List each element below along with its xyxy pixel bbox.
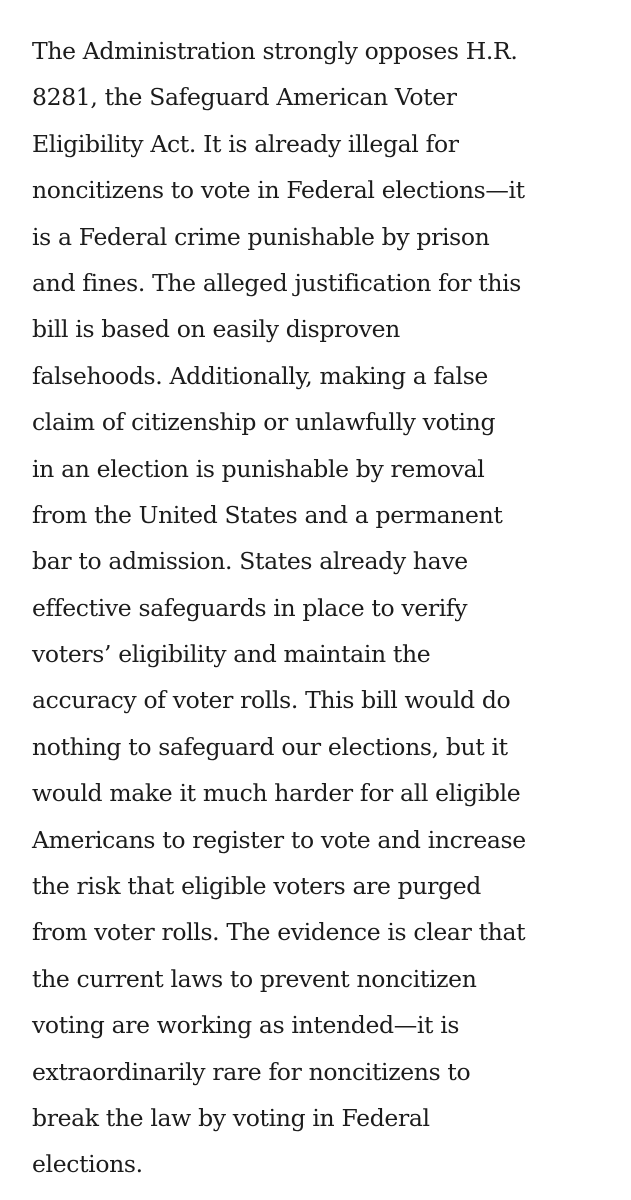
paragraph-line: accuracy of voter rolls. This bill would do xyxy=(32,686,511,715)
statement-paragraph xyxy=(32,28,526,1188)
paragraph-line: the risk that eligible voters are purged xyxy=(32,872,481,901)
paragraph-line: bill is based on easily disproven xyxy=(32,315,400,344)
paragraph-line: break the law by voting in Federal xyxy=(32,1103,430,1132)
paragraph-line: extraordinarily rare for noncitizens to xyxy=(32,1057,471,1086)
paragraph-line: would make it much harder for all eligible xyxy=(32,779,521,808)
paragraph-line: from the United States and a permanent xyxy=(32,500,503,529)
paragraph-line: 8281, the Safeguard American Voter xyxy=(32,83,457,112)
paragraph-line: effective safeguards in place to verify xyxy=(32,593,468,622)
paragraph-line: falsehoods. Additionally, making a false xyxy=(32,361,488,390)
paragraph-line: the current laws to prevent noncitizen xyxy=(32,964,477,993)
paragraph-line: from voter rolls. The evidence is clear that xyxy=(32,918,526,947)
paragraph-line: claim of citizenship or unlawfully voting xyxy=(32,408,496,437)
paragraph-line: noncitizens to vote in Federal elections—it xyxy=(32,176,525,205)
paragraph-line: Americans to register to vote and increase xyxy=(32,825,526,854)
paragraph-line: is a Federal crime punishable by prison xyxy=(32,222,490,251)
paragraph-line: elections. xyxy=(32,1150,143,1179)
paragraph-line: The Administration strongly opposes H.R. xyxy=(32,37,518,65)
paragraph-line: in an election is punishable by removal xyxy=(32,454,485,483)
paragraph-line: voting are working as intended—it is xyxy=(32,1011,460,1040)
paragraph-line: voters’ eligibility and maintain the xyxy=(32,640,431,669)
paragraph-line: nothing to safeguard our elections, but it xyxy=(32,732,508,761)
paragraph-line: Eligibility Act. It is already illegal for xyxy=(32,129,459,158)
paragraph-line: and fines. The alleged justification for this xyxy=(32,268,522,297)
paragraph-line: bar to admission. States already have xyxy=(32,547,468,576)
